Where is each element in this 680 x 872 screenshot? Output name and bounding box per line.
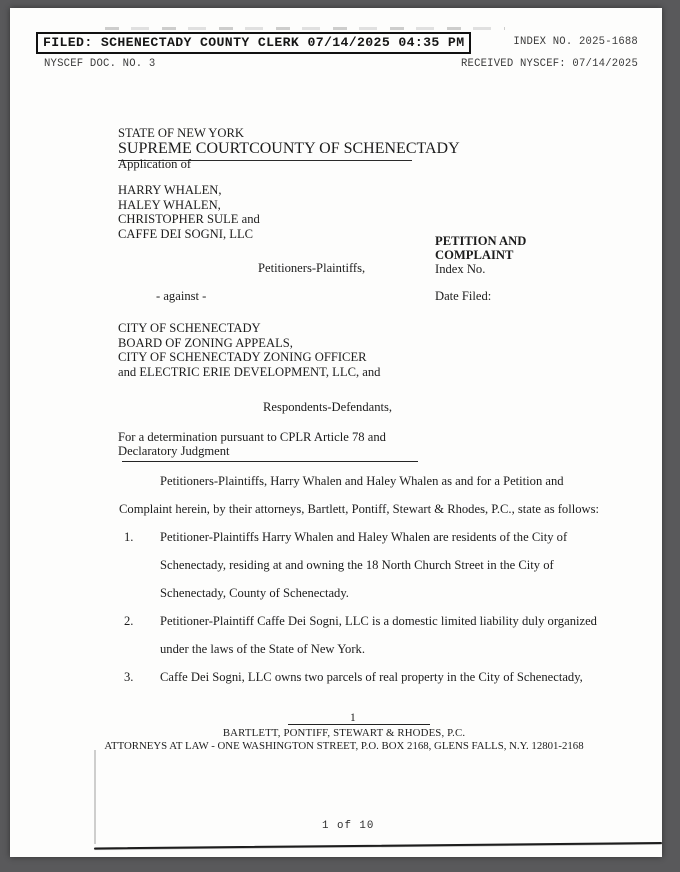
numbered-paragraph-line	[118, 669, 610, 697]
numbered-paragraph-line	[118, 557, 610, 585]
against-line: - against -	[156, 289, 207, 303]
petitioners-role: Petitioners-Plaintiffs,	[258, 261, 366, 275]
paragraph-text: Petitioner-Plaintiff Caffe Dei Sogni, LLC is a domestic limited liability duly organized	[160, 614, 597, 628]
paragraph-text: Petitioner-Plaintiffs Harry Whalen and Haley Whalen are residents of the City of	[160, 530, 568, 544]
determination-line: Declaratory Judgment	[118, 444, 230, 458]
law-firm-address: ATTORNEYS AT LAW - ONE WASHINGTON STREET, P.O. BOX 2168, GLENS FALLS, N.Y. 12801-2168	[104, 740, 584, 752]
numbered-paragraph-line	[118, 529, 610, 557]
paragraph-number: 1.	[124, 530, 134, 544]
footer-rule	[288, 724, 430, 725]
scan-smudge-artifact	[105, 27, 505, 30]
document-title-line1: PETITION AND	[435, 234, 527, 248]
index-number: INDEX NO. 2025-1688	[513, 36, 638, 48]
court-name: SUPREME COURT	[118, 140, 250, 157]
county-name: COUNTY OF SCHENECTADY	[249, 140, 460, 157]
nyscef-doc-number: NYSCEF DOC. NO. 3	[44, 58, 156, 70]
pagination-counter: 1 of 10	[322, 820, 375, 832]
numbered-paragraph-line	[118, 613, 610, 641]
caption-divider-rule	[122, 461, 418, 462]
respondent-name: BOARD OF ZONING APPEALS,	[118, 335, 293, 350]
respondent-name: CITY OF SCHENECTADY	[118, 321, 261, 335]
body-text	[118, 473, 610, 697]
determination-line: For a determination pursuant to CPLR Article 78 and	[118, 430, 386, 444]
date-filed-label: Date Filed:	[435, 289, 492, 303]
numbered-paragraph-line	[118, 585, 610, 613]
document-title-line2: COMPLAINT	[435, 248, 514, 262]
petitioner-name: HALEY WHALEN,	[118, 197, 221, 212]
paragraph-text: Caffe Dei Sogni, LLC owns two parcels of real property in the City of Schenectady,	[160, 670, 583, 684]
paragraph-text: Schenectady, County of Schenectady.	[160, 586, 349, 600]
petitioner-name: CHRISTOPHER SULE and	[118, 212, 260, 226]
page-number: 1	[350, 712, 356, 724]
paragraph-text: under the laws of the State of New York.	[160, 642, 365, 656]
respondent-name: and ELECTRIC ERIE DEVELOPMENT, LLC, and	[118, 364, 381, 379]
paragraph-number: 3.	[124, 670, 134, 684]
petitioner-name: CAFFE DEI SOGNI, LLC	[118, 226, 254, 241]
application-of-line: Application of	[118, 157, 192, 171]
petitioner-name: HARRY WHALEN,	[118, 183, 222, 197]
law-firm-name: BARTLETT, PONTIFF, STEWART & RHODES, P.C.	[222, 727, 466, 739]
filed-stamp-banner: FILED: SCHENECTADY COUNTY CLERK 07/14/2025 04:35 PM	[36, 32, 471, 54]
paragraph-text: Schenectady, residing at and owning the 18 North Church Street in the City of	[160, 558, 554, 572]
scan-page-edge-artifact	[94, 842, 662, 850]
received-nyscef: RECEIVED NYSCEF: 07/14/2025	[460, 58, 638, 70]
paragraph-number: 2.	[124, 614, 134, 628]
respondents-role: Respondents-Defendants,	[263, 400, 393, 414]
respondent-name: CITY OF SCHENECTADY ZONING OFFICER	[118, 350, 367, 364]
state-line: STATE OF NEW YORK	[118, 126, 244, 140]
document-page	[10, 8, 662, 857]
scan-crease-artifact	[94, 750, 96, 844]
numbered-paragraph-line	[118, 641, 610, 669]
intro-paragraph-line: Petitioners-Plaintiffs, Harry Whalen and Haley Whalen as and for a Petition and	[160, 474, 564, 488]
index-no-label: Index No.	[435, 262, 486, 276]
intro-paragraph-line: Complaint herein, by their attorneys, Bartlett, Pontiff, Stewart & Rhodes, P.C., state as follows:	[119, 502, 600, 516]
